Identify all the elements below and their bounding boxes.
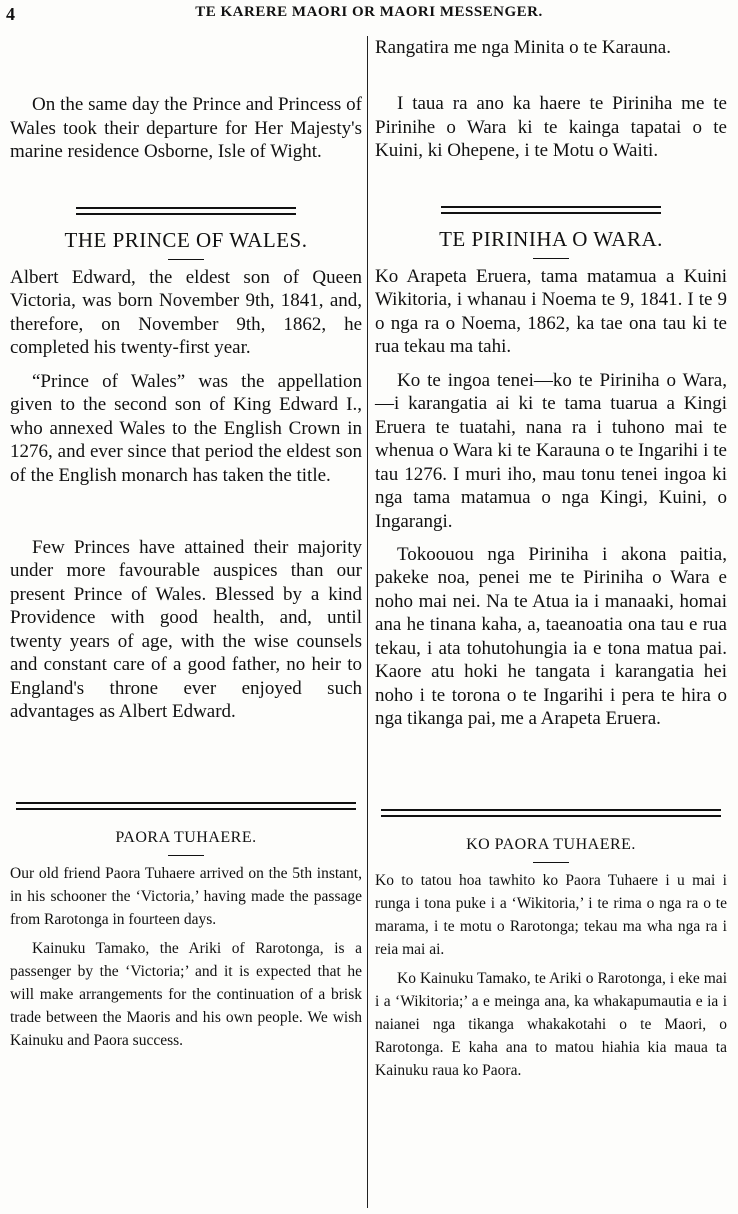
- article-paragraph: Ko Arapeta Eruera, tama matamua a Kuini Wikitoria, i whanau i Noema te 9, 1841. I te 9 o nga ra o Noema, 1862, ka tae ona tau ki te rua tekau ma tahi.: [375, 265, 727, 357]
- article-paragraph: Few Princes have attained their majority under more favourable auspices than our present Prince of Wales. Blessed by a kind Providence with good health, and, until twenty years of age, with the wise counsels and constant care of a good father, no heir to England's throne ever enjoyed such advantages as Albert Edward.: [10, 536, 362, 722]
- article-paragraph: Kainuku Tamako, the Ariki of Rarotonga, is a passenger by the ‘Victoria;’ and it is expected that he will make arrangements for the continuation of a brisk trade between the Maoris and his own people. We wish Kainuku and Paora success.: [10, 940, 362, 1049]
- article-paragraph: Tokoouou nga Piriniha i akona paitia, pakeke noa, penei me te Piriniha o Wara e noho mai nei. Na te Atua ia i manaaki, homai ana he tinana kaha, a, taeanoatia ona tau e rua tekau, i ata tohutohungia ia e tona matua pai. Kaore atu hoki he tangata i karangatia hei noho i te torona o te Ingarihi i pera te hira o nga tikanga pai, me a Arapeta Eruera.: [375, 543, 727, 729]
- title-rule: [168, 259, 204, 260]
- section-divider: [381, 809, 721, 817]
- article-paragraph: Albert Edward, the eldest son of Queen Victoria, was born November 9th, 1841, and, therefore, on November 9th, 1862, he completed his twenty-first year.: [10, 266, 362, 358]
- maori-column: [375, 36, 727, 1082]
- intro-paragraph: On the same day the Prince and Princess of Wales took their departure for Her Majesty's marine residence Osborne, Isle of Wight.: [10, 94, 362, 162]
- title-rule: [533, 862, 569, 863]
- article-title: KO PAORA TUHAERE.: [466, 835, 636, 853]
- title-rule: [533, 258, 569, 259]
- article-title: PAORA TUHAERE.: [115, 828, 257, 846]
- running-title: TE KARERE MAORI OR MAORI MESSENGER.: [195, 4, 543, 20]
- title-rule: [168, 855, 204, 856]
- column-rule: [367, 36, 368, 1208]
- article-title: TE PIRINIHA O WARA.: [439, 227, 663, 251]
- section-divider: [76, 207, 296, 215]
- intro-paragraph: Rangatira me nga Minita o te Karauna.: [375, 37, 671, 58]
- article-paragraph: Ko te ingoa tenei—ko te Piriniha o Wara,—i karangatia ai ki te tama tuarua a Kingi Eruera te tuatahi, nana ra i tuhono mai te whenua o Wara ki te Karauna o te Ingarihi i te tau 1276. I muri iho, mau tonu tenei ingoa ki nga tama matamua o nga Kingi, Kuini, o Ingarangi.: [375, 369, 727, 532]
- section-divider: [16, 802, 356, 810]
- article-paragraph: Ko Kainuku Tamako, te Ariki o Rarotonga, i eke mai i a ‘Wikitoria;’ a e meinga ana, ka whakapumautia e ia i naianei nga tikanga whakakotahi o te Maori, o Rarotonga. E kaha ana to matou hiahia kia maua ta Kainuku raua ko Paora.: [375, 970, 727, 1079]
- article-title: THE PRINCE OF WALES.: [64, 228, 308, 252]
- article-paragraph: “Prince of Wales” was the appellation given to the second son of King Edward I., who annexed Wales to the English Crown in 1276, and ever since that period the eldest son of the English monarch has taken the title.: [10, 370, 362, 486]
- article-paragraph: Ko to tatou hoa tawhito ko Paora Tuhaere i u mai i runga i tona puke i a ‘Wikitoria,’ i te rima o nga ra o te marama, i te motu o Rarotonga; tekau ma wha nga ra i reia mai ai.: [375, 872, 727, 958]
- page-number: 4: [6, 4, 15, 24]
- english-column: [10, 36, 362, 1052]
- article-paragraph: Our old friend Paora Tuhaere arrived on the 5th instant, in his schooner the ‘Victoria,’ having made the passage from Rarotonga in fourteen days.: [10, 865, 362, 928]
- intro-paragraph: I taua ra ano ka haere te Piriniha me te Pirinihe o Wara ki te kainga tapatai o te Kuini, ki Ohepene, i te Motu o Waiti.: [375, 93, 727, 161]
- section-divider: [441, 206, 661, 214]
